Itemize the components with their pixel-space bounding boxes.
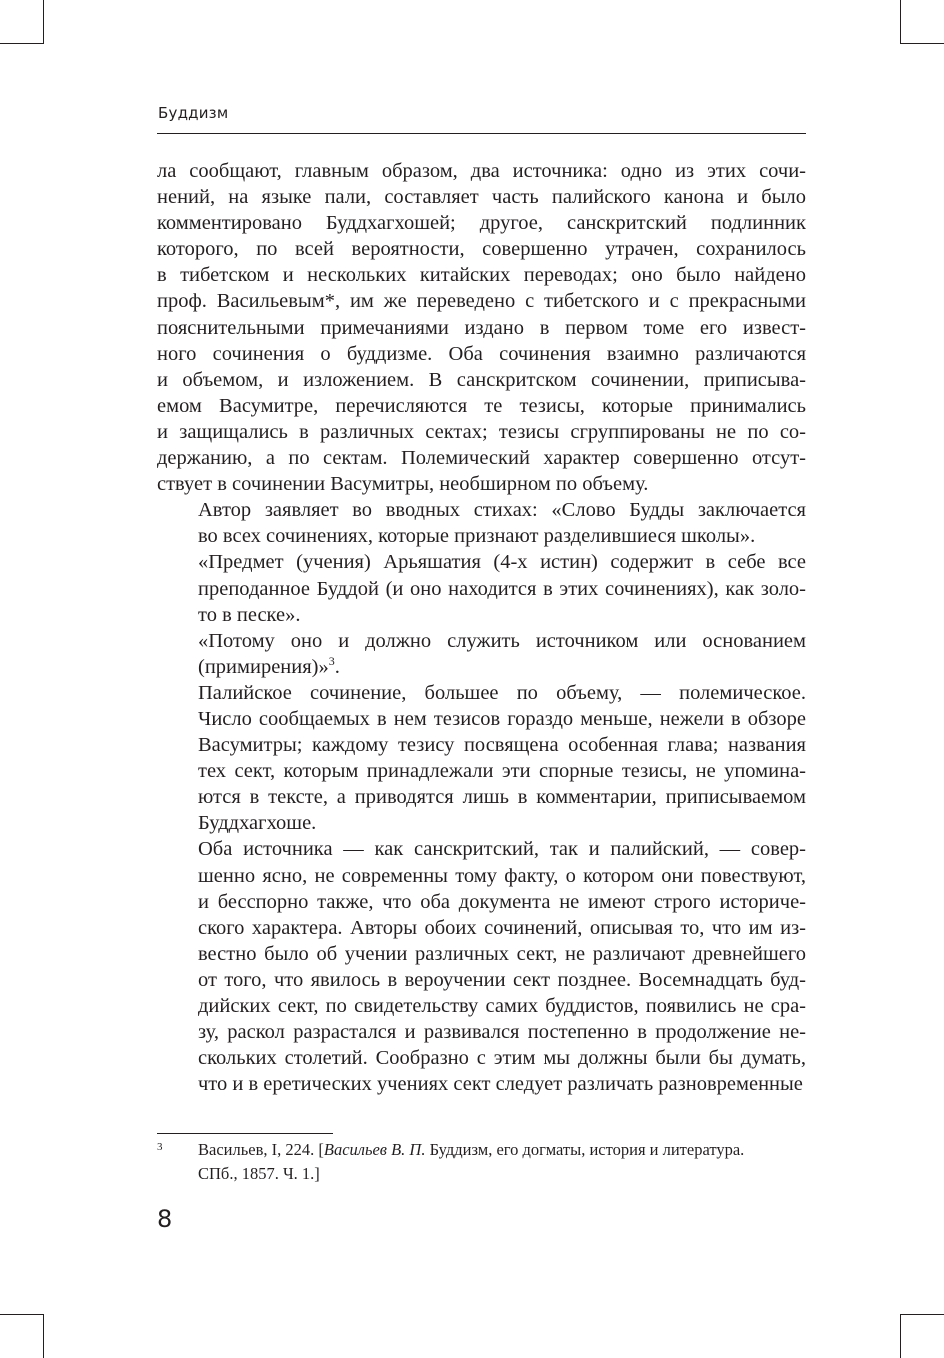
text-line: и защищались в различных сектах; тезисы сгруппированы не по со- [157, 420, 806, 443]
footnote-author-italic: Васильев В. П. [323, 1140, 426, 1159]
crop-mark-top-right-v [900, 0, 901, 44]
footnote [157, 1138, 806, 1185]
text-line: емом Васумитре, перечисляются те тезисы, которые принимались [157, 394, 806, 417]
crop-mark-top-left-h [0, 43, 44, 44]
text-line: шенно ясно, не современны тому факту, о котором они повествуют, [198, 864, 806, 887]
text-line: во всех сочинениях, которые признают разделившиеся школы». [198, 525, 756, 548]
text-line: ского характера. Авторы обоих сочинений, описывая то, что им из- [198, 916, 806, 939]
paragraph [157, 549, 806, 627]
text-line: Буддхагхоше. [198, 812, 317, 835]
crop-mark-bottom-right-h [900, 1314, 944, 1315]
body-text [157, 158, 806, 1097]
paragraph [157, 680, 806, 837]
text-line: Палийское сочинение, большее по объему, — полемическое. [198, 681, 806, 704]
text-line: то в песке». [198, 603, 301, 626]
text-line: «Потому оно и должно служить источником или основанием [198, 629, 806, 652]
text-line: комментировано Буддхагхошей; другое, санскритский подлинник [157, 212, 806, 235]
text-line: зу, раскол разрастался и развивался постепенно в продолжение не- [198, 1021, 806, 1044]
text-line: Васумитры; каждому тезису посвящена особенная глава; названия [198, 734, 806, 757]
crop-mark-bottom-left-v [43, 1314, 44, 1358]
text-line: пояснительными примечаниями издано в первом томе его извест- [157, 316, 806, 339]
text-line: держанию, а по сектам. Полемический характер совершенно отсут- [157, 447, 806, 470]
text-line: преподанное Буддой (и оно находится в этих сочинениях), как золо- [198, 577, 806, 600]
page-number: 8 [157, 1205, 173, 1233]
text-line: Оба источника — как санскритский, так и палийский, — совер- [198, 838, 806, 861]
text-line: Автор заявляет во вводных стихах: «Слово Будды заключается [198, 499, 806, 522]
text-line: ствует в сочинении Васумитры, необширном по объему. [157, 473, 649, 496]
footnote-reference: 3 [328, 653, 335, 668]
crop-mark-bottom-right-v [900, 1314, 901, 1358]
text-line: что и в еретических учениях сект следует различать разновременные [198, 1073, 803, 1096]
text-line: вестно было об учении различных сект, не различают древнейшего [198, 942, 806, 965]
footnote-number: 3 [157, 1141, 163, 1153]
footnote-rule [157, 1133, 333, 1134]
text-line: тех сект, которым принадлежали эти спорные тезисы, не упомина- [198, 760, 806, 783]
text-line: (примирения)»$^3$. [198, 653, 340, 678]
crop-mark-top-left-v [43, 0, 44, 44]
text-line: нений, на языке пали, составляет часть палийского канона и было [157, 186, 806, 209]
paragraph [157, 497, 806, 549]
text-line: «Предмет (учения) Арьяшатия (4-х истин) содержит в себе все [198, 551, 806, 574]
text-line: скольких столетий. Сообразно с этим мы должны были бы думать, [198, 1047, 806, 1070]
footnote-text-before: Васильев, I, 224. [ [198, 1140, 324, 1159]
text-line: в тибетском и нескольких китайских переводах; оно было найдено [157, 264, 806, 287]
paragraph [157, 628, 806, 680]
text-line: которого, по всей вероятности, совершенно утрачен, сохранилось [157, 238, 806, 261]
text-line: ного сочинения о буддизме. Оба сочинения взаимно различаются [157, 342, 806, 365]
text-line: от того, что явилось в вероучении сект позднее. Восемнадцать буд- [198, 968, 806, 991]
crop-mark-bottom-left-h [0, 1314, 44, 1315]
crop-mark-top-right-h [900, 43, 944, 44]
text-line: и бесспорно также, что оба документа не имеют строго историче- [198, 890, 806, 913]
text-line: ла сообщают, главным образом, два источника: одно из этих сочи- [157, 160, 806, 182]
paragraph [157, 158, 806, 497]
text-line: и объемом, и изложением. В санскритском сочинении, приписыва- [157, 368, 806, 391]
paragraph [157, 836, 806, 1097]
text-line: ются в тексте, а приводятся лишь в комментарии, приписываемом [198, 786, 806, 809]
running-head: Буддизм [158, 104, 229, 122]
footnote-text [198, 1138, 806, 1185]
text-line: Число сообщаемых в нем тезисов гораздо меньше, нежели в обзоре [198, 707, 806, 730]
header-rule [157, 133, 806, 134]
footnote-text-after: Буддизм, его догматы, история и литература. [425, 1140, 745, 1159]
text-line: дийских сект, по свидетельству самих буддистов, появились не сра- [198, 995, 806, 1017]
text-line: проф. Васильевым*, им же переведено с тибетского и с прекрасными [157, 290, 806, 313]
footnote-text-line2: СПб., 1857. Ч. 1.] [198, 1163, 320, 1183]
